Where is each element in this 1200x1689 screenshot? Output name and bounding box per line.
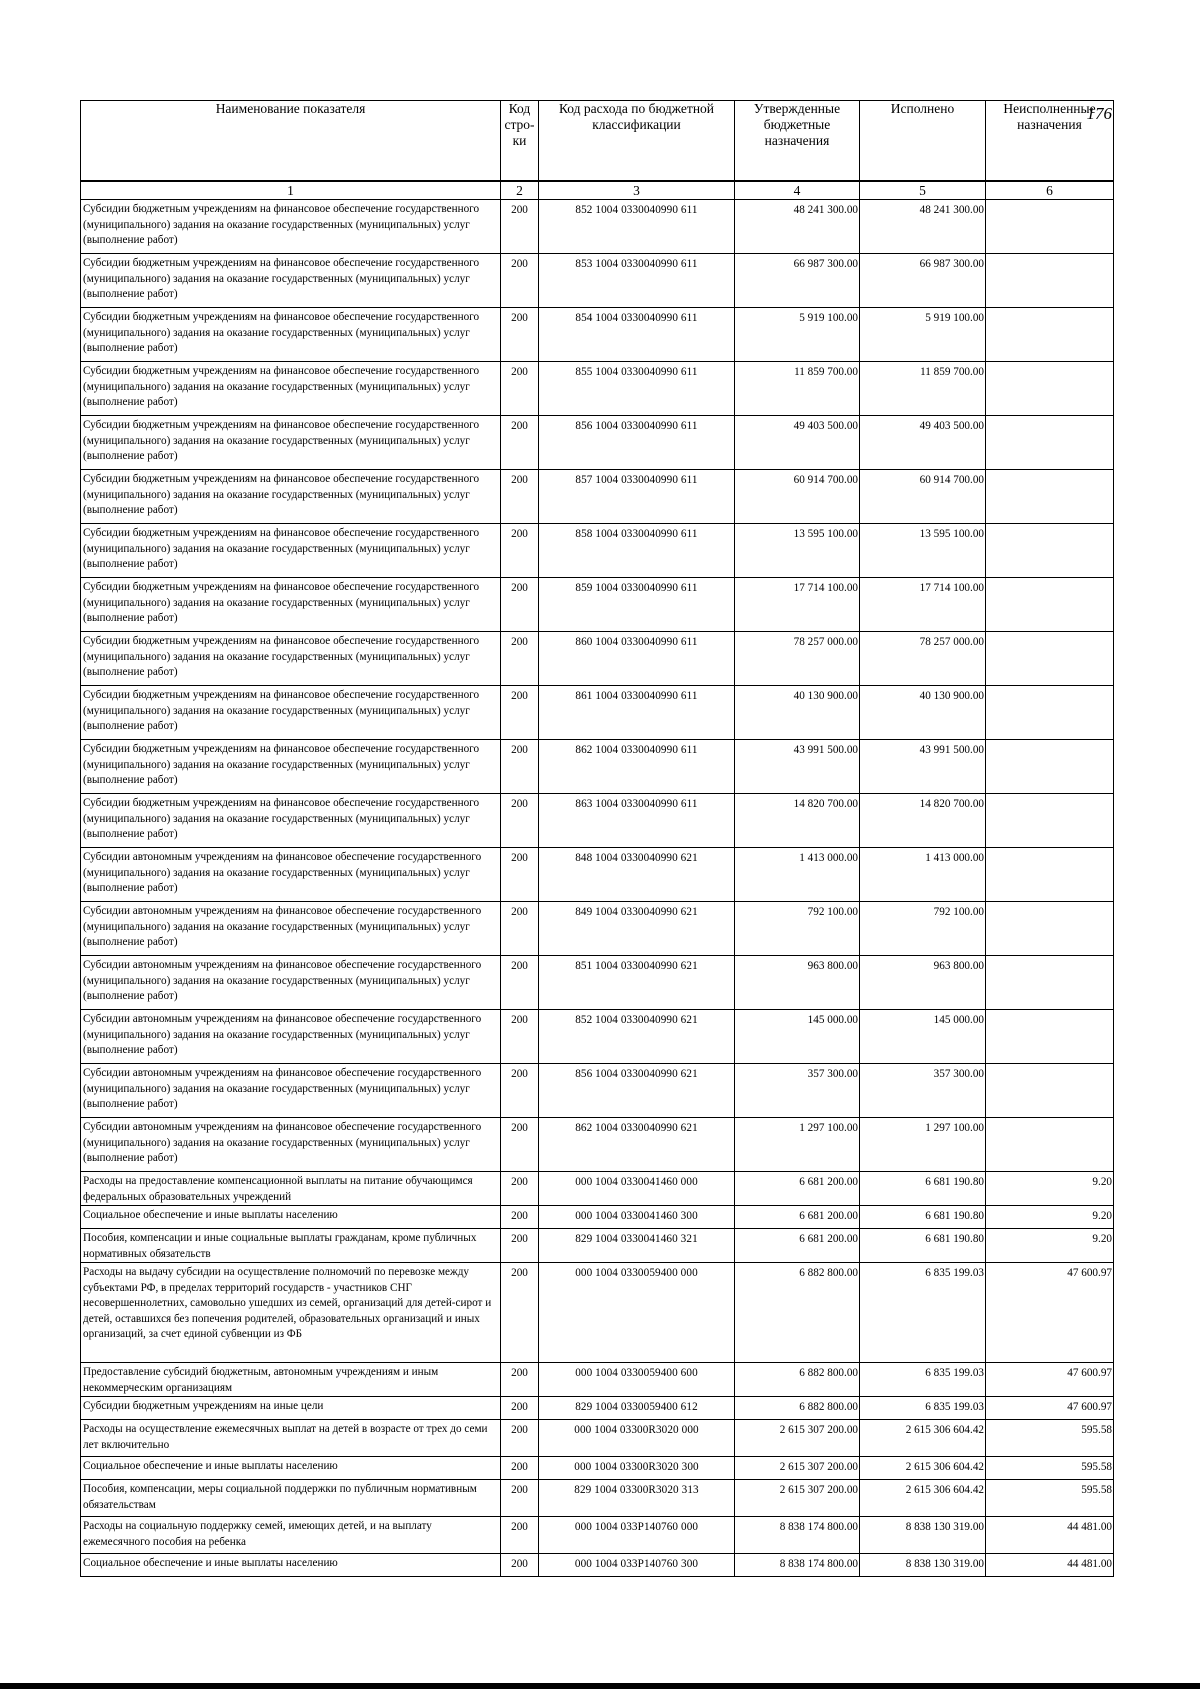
row-approved-amount: 6 882 800.00: [735, 1397, 860, 1420]
row-name: Субсидии бюджетным учреждениям на финансовое обеспечение государственного (муниципального) задания на оказание государственных (муниципальных) услуг (выполнение работ): [81, 686, 501, 740]
row-expense-code: 855 1004 0330040990 611: [539, 362, 735, 416]
row-approved-amount: 48 241 300.00: [735, 200, 860, 254]
row-executed-amount: 963 800.00: [860, 956, 986, 1010]
row-unexecuted-amount: [986, 254, 1114, 308]
row-approved-amount: 78 257 000.00: [735, 632, 860, 686]
row-unexecuted-amount: [986, 848, 1114, 902]
row-expense-code: 000 1004 0330059400 000: [539, 1263, 735, 1363]
table-row: [81, 1363, 1114, 1397]
row-expense-code: 861 1004 0330040990 611: [539, 686, 735, 740]
row-expense-code: 860 1004 0330040990 611: [539, 632, 735, 686]
row-executed-amount: 8 838 130 319.00: [860, 1517, 986, 1554]
row-unexecuted-amount: 47 600.97: [986, 1363, 1114, 1397]
row-expense-code: 000 1004 033P140760 000: [539, 1517, 735, 1554]
row-name: Субсидии автономным учреждениям на финансовое обеспечение государственного (муниципального) задания на оказание государственных (муниципальных) услуг (выполнение работ): [81, 956, 501, 1010]
row-expense-code: 000 1004 0330041460 300: [539, 1206, 735, 1229]
table-row: [81, 1064, 1114, 1118]
row-executed-amount: 49 403 500.00: [860, 416, 986, 470]
row-line-code: 200: [501, 200, 539, 254]
row-line-code: 200: [501, 1263, 539, 1363]
table-row: [81, 956, 1114, 1010]
row-executed-amount: 6 835 199.03: [860, 1363, 986, 1397]
row-line-code: 200: [501, 1118, 539, 1172]
row-name: Субсидии бюджетным учреждениям на финансовое обеспечение государственного (муниципального) задания на оказание государственных (муниципальных) услуг (выполнение работ): [81, 524, 501, 578]
row-name: Пособия, компенсации, меры социальной поддержки по публичным нормативным обязательствам: [81, 1480, 501, 1517]
row-unexecuted-amount: 44 481.00: [986, 1554, 1114, 1577]
row-approved-amount: 2 615 307 200.00: [735, 1420, 860, 1457]
row-expense-code: 000 1004 0330041460 000: [539, 1172, 735, 1206]
row-name: Расходы на предоставление компенсационной выплаты на питание обучающимся федеральных образовательных учреждений: [81, 1172, 501, 1206]
row-line-code: 200: [501, 1229, 539, 1263]
row-unexecuted-amount: [986, 308, 1114, 362]
row-line-code: 200: [501, 578, 539, 632]
row-name: Расходы на осуществление ежемесячных выплат на детей в возрасте от трех до семи лет включительно: [81, 1420, 501, 1457]
page-bottom-border: [0, 1683, 1200, 1689]
row-approved-amount: 2 615 307 200.00: [735, 1480, 860, 1517]
page-number: 176: [1086, 104, 1112, 123]
header-expense-code: Код расхода по бюджетной классификации: [539, 101, 735, 182]
row-executed-amount: 6 835 199.03: [860, 1263, 986, 1363]
row-executed-amount: 66 987 300.00: [860, 254, 986, 308]
table-body: [81, 200, 1114, 1577]
row-approved-amount: 17 714 100.00: [735, 578, 860, 632]
row-approved-amount: 43 991 500.00: [735, 740, 860, 794]
row-unexecuted-amount: 595.58: [986, 1420, 1114, 1457]
row-unexecuted-amount: [986, 200, 1114, 254]
row-executed-amount: 357 300.00: [860, 1064, 986, 1118]
row-expense-code: 851 1004 0330040990 621: [539, 956, 735, 1010]
table-row: [81, 902, 1114, 956]
row-executed-amount: 13 595 100.00: [860, 524, 986, 578]
row-expense-code: 859 1004 0330040990 611: [539, 578, 735, 632]
row-line-code: 200: [501, 308, 539, 362]
row-name: Субсидии бюджетным учреждениям на финансовое обеспечение государственного (муниципального) задания на оказание государственных (муниципальных) услуг (выполнение работ): [81, 578, 501, 632]
row-approved-amount: 145 000.00: [735, 1010, 860, 1064]
row-unexecuted-amount: 595.58: [986, 1457, 1114, 1480]
row-name: Субсидии бюджетным учреждениям на финансовое обеспечение государственного (муниципального) задания на оказание государственных (муниципальных) услуг (выполнение работ): [81, 254, 501, 308]
row-line-code: 200: [501, 362, 539, 416]
row-name: Субсидии бюджетным учреждениям на финансовое обеспечение государственного (муниципального) задания на оказание государственных (муниципальных) услуг (выполнение работ): [81, 416, 501, 470]
row-executed-amount: 1 413 000.00: [860, 848, 986, 902]
table-row: [81, 794, 1114, 848]
row-unexecuted-amount: 47 600.97: [986, 1263, 1114, 1363]
row-expense-code: 829 1004 03300R3020 313: [539, 1480, 735, 1517]
row-expense-code: 848 1004 0330040990 621: [539, 848, 735, 902]
table-row: [81, 1480, 1114, 1517]
row-line-code: 200: [501, 1397, 539, 1420]
row-line-code: 200: [501, 848, 539, 902]
row-expense-code: 829 1004 0330059400 612: [539, 1397, 735, 1420]
table-row: [81, 686, 1114, 740]
row-name: Субсидии бюджетным учреждениям на иные цели: [81, 1397, 501, 1420]
row-approved-amount: 60 914 700.00: [735, 470, 860, 524]
row-expense-code: 000 1004 03300R3020 000: [539, 1420, 735, 1457]
row-name: Субсидии бюджетным учреждениям на финансовое обеспечение государственного (муниципального) задания на оказание государственных (муниципальных) услуг (выполнение работ): [81, 200, 501, 254]
row-name: Субсидии автономным учреждениям на финансовое обеспечение государственного (муниципального) задания на оказание государственных (муниципальных) услуг (выполнение работ): [81, 1064, 501, 1118]
table-row: [81, 1229, 1114, 1263]
row-executed-amount: 6 835 199.03: [860, 1397, 986, 1420]
row-executed-amount: 6 681 190.80: [860, 1206, 986, 1229]
row-executed-amount: 2 615 306 604.42: [860, 1420, 986, 1457]
column-number: 1: [81, 181, 501, 200]
row-expense-code: 862 1004 0330040990 621: [539, 1118, 735, 1172]
row-approved-amount: 49 403 500.00: [735, 416, 860, 470]
row-approved-amount: 11 859 700.00: [735, 362, 860, 416]
row-unexecuted-amount: 595.58: [986, 1480, 1114, 1517]
table-row: [81, 1172, 1114, 1206]
row-executed-amount: 43 991 500.00: [860, 740, 986, 794]
row-executed-amount: 6 681 190.80: [860, 1229, 986, 1263]
table-row: [81, 1457, 1114, 1480]
row-executed-amount: 14 820 700.00: [860, 794, 986, 848]
row-unexecuted-amount: [986, 1010, 1114, 1064]
row-name: Субсидии бюджетным учреждениям на финансовое обеспечение государственного (муниципального) задания на оказание государственных (муниципальных) услуг (выполнение работ): [81, 362, 501, 416]
column-number-row: [81, 181, 1114, 200]
table-row: [81, 1420, 1114, 1457]
row-name: Расходы на выдачу субсидии на осуществление полномочий по перевозке между субъектами РФ, в пределах территорий государств - участников СНГ несовершеннолетних, самовольно ушедших из семей, организаций для детей-сирот и детей, оставшихся без попечения родителей, образовательных организаций и иных организаций, за счет единой субвенции из ФБ: [81, 1263, 501, 1363]
column-number: 5: [860, 181, 986, 200]
row-executed-amount: 78 257 000.00: [860, 632, 986, 686]
row-name: Социальное обеспечение и иные выплаты населению: [81, 1206, 501, 1229]
row-executed-amount: 2 615 306 604.42: [860, 1457, 986, 1480]
row-approved-amount: 2 615 307 200.00: [735, 1457, 860, 1480]
table-row: [81, 308, 1114, 362]
table-row: [81, 1517, 1114, 1554]
table-row: [81, 524, 1114, 578]
row-name: Субсидии бюджетным учреждениям на финансовое обеспечение государственного (муниципального) задания на оказание государственных (муниципальных) услуг (выполнение работ): [81, 470, 501, 524]
table-row: [81, 1263, 1114, 1363]
row-expense-code: 852 1004 0330040990 621: [539, 1010, 735, 1064]
row-expense-code: 856 1004 0330040990 621: [539, 1064, 735, 1118]
row-unexecuted-amount: [986, 632, 1114, 686]
row-name: Предоставление субсидий бюджетным, автономным учреждениям и иным некоммерческим организациям: [81, 1363, 501, 1397]
row-unexecuted-amount: [986, 740, 1114, 794]
row-unexecuted-amount: [986, 416, 1114, 470]
row-line-code: 200: [501, 1420, 539, 1457]
row-approved-amount: 40 130 900.00: [735, 686, 860, 740]
row-expense-code: 000 1004 033P140760 300: [539, 1554, 735, 1577]
table-row: [81, 362, 1114, 416]
row-name: Субсидии автономным учреждениям на финансовое обеспечение государственного (муниципального) задания на оказание государственных (муниципальных) услуг (выполнение работ): [81, 1010, 501, 1064]
row-approved-amount: 66 987 300.00: [735, 254, 860, 308]
row-expense-code: 849 1004 0330040990 621: [539, 902, 735, 956]
row-unexecuted-amount: [986, 794, 1114, 848]
row-expense-code: 854 1004 0330040990 611: [539, 308, 735, 362]
table-row: [81, 1206, 1114, 1229]
row-approved-amount: 8 838 174 800.00: [735, 1517, 860, 1554]
row-expense-code: 862 1004 0330040990 611: [539, 740, 735, 794]
row-approved-amount: 8 838 174 800.00: [735, 1554, 860, 1577]
table-row: [81, 1554, 1114, 1577]
row-expense-code: 863 1004 0330040990 611: [539, 794, 735, 848]
row-expense-code: 000 1004 0330059400 600: [539, 1363, 735, 1397]
row-approved-amount: 1 413 000.00: [735, 848, 860, 902]
row-line-code: 200: [501, 1457, 539, 1480]
row-unexecuted-amount: 9.20: [986, 1206, 1114, 1229]
row-executed-amount: 2 615 306 604.42: [860, 1480, 986, 1517]
table-row: [81, 1118, 1114, 1172]
row-unexecuted-amount: [986, 470, 1114, 524]
header-approved: Утвержденные бюджетные назначения: [735, 101, 860, 182]
row-executed-amount: 792 100.00: [860, 902, 986, 956]
row-unexecuted-amount: 9.20: [986, 1172, 1114, 1206]
table-row: [81, 416, 1114, 470]
row-expense-code: 856 1004 0330040990 611: [539, 416, 735, 470]
table-row: [81, 1010, 1114, 1064]
row-unexecuted-amount: [986, 524, 1114, 578]
table-row: [81, 470, 1114, 524]
row-unexecuted-amount: [986, 956, 1114, 1010]
row-line-code: 200: [501, 1363, 539, 1397]
column-number: 4: [735, 181, 860, 200]
row-line-code: 200: [501, 686, 539, 740]
table-row: [81, 254, 1114, 308]
header-line-code: Код стро-ки: [501, 101, 539, 182]
row-executed-amount: 5 919 100.00: [860, 308, 986, 362]
row-name: Социальное обеспечение и иные выплаты населению: [81, 1457, 501, 1480]
row-approved-amount: 1 297 100.00: [735, 1118, 860, 1172]
row-line-code: 200: [501, 740, 539, 794]
row-line-code: 200: [501, 1206, 539, 1229]
row-name: Субсидии бюджетным учреждениям на финансовое обеспечение государственного (муниципального) задания на оказание государственных (муниципальных) услуг (выполнение работ): [81, 308, 501, 362]
table-header: [81, 101, 1114, 200]
row-approved-amount: 13 595 100.00: [735, 524, 860, 578]
header-executed: Исполнено: [860, 101, 986, 182]
row-executed-amount: 6 681 190.80: [860, 1172, 986, 1206]
row-unexecuted-amount: 9.20: [986, 1229, 1114, 1263]
row-unexecuted-amount: [986, 1118, 1114, 1172]
row-line-code: 200: [501, 1010, 539, 1064]
row-executed-amount: 11 859 700.00: [860, 362, 986, 416]
row-name: Субсидии бюджетным учреждениям на финансовое обеспечение государственного (муниципального) задания на оказание государственных (муниципальных) услуг (выполнение работ): [81, 794, 501, 848]
table-row: [81, 200, 1114, 254]
row-line-code: 200: [501, 632, 539, 686]
row-unexecuted-amount: 47 600.97: [986, 1397, 1114, 1420]
row-approved-amount: 357 300.00: [735, 1064, 860, 1118]
row-executed-amount: 48 241 300.00: [860, 200, 986, 254]
row-line-code: 200: [501, 1172, 539, 1206]
table-row: [81, 578, 1114, 632]
row-unexecuted-amount: [986, 686, 1114, 740]
column-number: 6: [986, 181, 1114, 200]
row-name: Субсидии бюджетным учреждениям на финансовое обеспечение государственного (муниципального) задания на оказание государственных (муниципальных) услуг (выполнение работ): [81, 632, 501, 686]
row-approved-amount: 5 919 100.00: [735, 308, 860, 362]
row-line-code: 200: [501, 902, 539, 956]
row-approved-amount: 6 681 200.00: [735, 1206, 860, 1229]
row-executed-amount: 8 838 130 319.00: [860, 1554, 986, 1577]
column-number: 3: [539, 181, 735, 200]
table-row: [81, 740, 1114, 794]
row-approved-amount: 6 681 200.00: [735, 1172, 860, 1206]
row-line-code: 200: [501, 956, 539, 1010]
row-unexecuted-amount: [986, 902, 1114, 956]
row-executed-amount: 145 000.00: [860, 1010, 986, 1064]
row-expense-code: 829 1004 0330041460 321: [539, 1229, 735, 1263]
row-line-code: 200: [501, 524, 539, 578]
row-unexecuted-amount: [986, 362, 1114, 416]
row-expense-code: 853 1004 0330040990 611: [539, 254, 735, 308]
table-row: [81, 848, 1114, 902]
row-approved-amount: 6 882 800.00: [735, 1363, 860, 1397]
budget-execution-table: [80, 100, 1114, 1577]
row-unexecuted-amount: [986, 1064, 1114, 1118]
row-name: Расходы на социальную поддержку семей, имеющих детей, и на выплату ежемесячного пособия на ребенка: [81, 1517, 501, 1554]
row-executed-amount: 1 297 100.00: [860, 1118, 986, 1172]
row-line-code: 200: [501, 1554, 539, 1577]
row-name: Субсидии автономным учреждениям на финансовое обеспечение государственного (муниципального) задания на оказание государственных (муниципальных) услуг (выполнение работ): [81, 902, 501, 956]
column-number: 2: [501, 181, 539, 200]
row-name: Субсидии бюджетным учреждениям на финансовое обеспечение государственного (муниципального) задания на оказание государственных (муниципальных) услуг (выполнение работ): [81, 740, 501, 794]
row-unexecuted-amount: 44 481.00: [986, 1517, 1114, 1554]
row-line-code: 200: [501, 1517, 539, 1554]
row-approved-amount: 963 800.00: [735, 956, 860, 1010]
table-row: [81, 632, 1114, 686]
row-approved-amount: 792 100.00: [735, 902, 860, 956]
table-row: [81, 1397, 1114, 1420]
row-expense-code: 852 1004 0330040990 611: [539, 200, 735, 254]
header-name: Наименование показателя: [81, 101, 501, 182]
row-line-code: 200: [501, 794, 539, 848]
row-name: Социальное обеспечение и иные выплаты населению: [81, 1554, 501, 1577]
header-unexecuted: Неисполненные назначения: [986, 101, 1114, 182]
row-executed-amount: 40 130 900.00: [860, 686, 986, 740]
row-name: Субсидии автономным учреждениям на финансовое обеспечение государственного (муниципального) задания на оказание государственных (муниципальных) услуг (выполнение работ): [81, 848, 501, 902]
row-executed-amount: 60 914 700.00: [860, 470, 986, 524]
row-approved-amount: 6 681 200.00: [735, 1229, 860, 1263]
row-approved-amount: 6 882 800.00: [735, 1263, 860, 1363]
row-line-code: 200: [501, 470, 539, 524]
row-line-code: 200: [501, 254, 539, 308]
row-name: Субсидии автономным учреждениям на финансовое обеспечение государственного (муниципального) задания на оказание государственных (муниципальных) услуг (выполнение работ): [81, 1118, 501, 1172]
row-expense-code: 858 1004 0330040990 611: [539, 524, 735, 578]
row-expense-code: 857 1004 0330040990 611: [539, 470, 735, 524]
row-line-code: 200: [501, 416, 539, 470]
row-line-code: 200: [501, 1480, 539, 1517]
row-executed-amount: 17 714 100.00: [860, 578, 986, 632]
row-name: Пособия, компенсации и иные социальные выплаты гражданам, кроме публичных нормативных обязательств: [81, 1229, 501, 1263]
row-line-code: 200: [501, 1064, 539, 1118]
row-expense-code: 000 1004 03300R3020 300: [539, 1457, 735, 1480]
row-approved-amount: 14 820 700.00: [735, 794, 860, 848]
row-unexecuted-amount: [986, 578, 1114, 632]
